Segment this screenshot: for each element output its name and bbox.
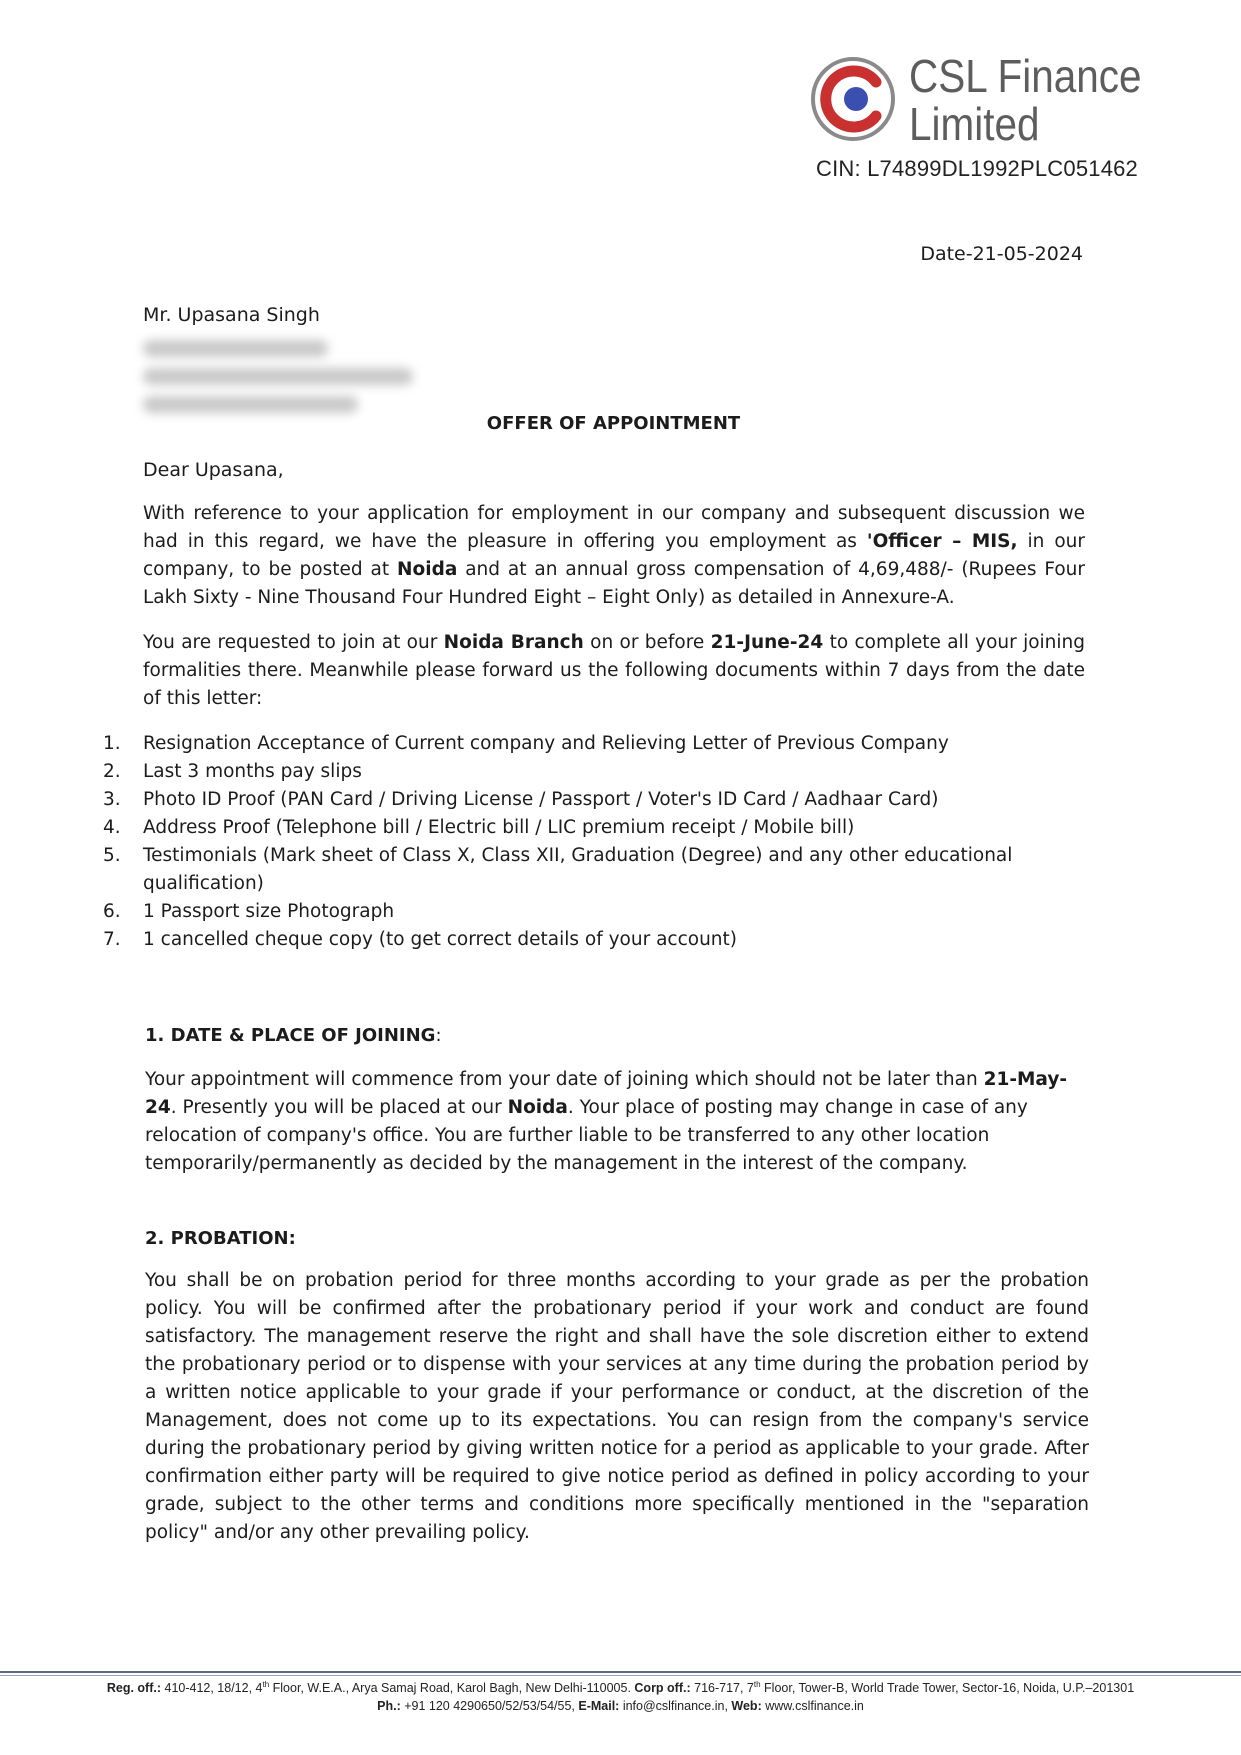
footer-contact-line: Ph.: +91 120 4290650/52/53/54/55, E-Mail: info@cslfinance.in, Web: www.cslfinance.in: [377, 1699, 864, 1713]
list-item: 4. Address Proof (Telephone bill / Electric bill / LIC premium receipt / Mobile bill): [103, 817, 855, 838]
csl-logo-icon: [810, 56, 896, 142]
intro-paragraph-1: With reference to your application for employment in our company and subsequent discussion we had in this regard, we have the pleasure in offering you employment as 'Officer – MIS, in our company, to be posted at Noida and at an annual gross compensation of 4,69,488/- (Rupees Four Lakh Sixty - Nine Thousand Four Hundred Eight – Eight Only) as detailed in Annexure-A.: [143, 503, 1085, 608]
redacted-address-line: [143, 396, 358, 413]
footer-divider: [0, 1671, 1241, 1673]
list-item: 5. Testimonials (Mark sheet of Class X, Class XII, Graduation (Degree) and any other educational qualification): [103, 845, 1013, 894]
company-name-line2: Limited: [909, 98, 1040, 150]
list-item: 2. Last 3 months pay slips: [103, 761, 362, 782]
required-documents-list: [103, 730, 1083, 954]
company-name-line1: CSL Finance: [909, 50, 1142, 102]
email-link[interactable]: info@cslfinance.in,: [619, 1699, 732, 1713]
list-item: 6. 1 Passport size Photograph: [103, 901, 395, 922]
section-heading-probation: 2. PROBATION:: [145, 1228, 296, 1249]
recipient-block: [143, 301, 413, 413]
list-item: 7. 1 cancelled cheque copy (to get correct details of your account): [103, 929, 738, 950]
salutation: Dear Upasana,: [143, 459, 284, 481]
list-item: 3. Photo ID Proof (PAN Card / Driving License / Passport / Voter's ID Card / Aadhaar Card): [103, 789, 939, 810]
company-name: [909, 52, 1142, 148]
footer-address-line: Reg. off.: 410-412, 18/12, 4th Floor, W.E.A., Arya Samaj Road, Karol Bagh, New Delhi-110005. Corp off.: 716-717, 7th Floor, Tower-B, World Trade Tower, Sector-16, Noida, U.P.–201301: [106, 1680, 1135, 1696]
section-heading-joining: 1. DATE & PLACE OF JOINING:: [145, 1025, 442, 1046]
letter-date: Date-21-05-2024: [920, 243, 1083, 265]
probation-paragraph: You shall be on probation period for three months according to your grade as per the probation policy. You will be confirmed after the probationary period if your work and conduct are found satisfactory. The management reserve the right and shall have the sole discretion either to extend the probationary period or to dispense with your services at any time during the probation period by a written notice applicable to your grade if your performance or conduct, at the discretion of the Management, does not come up to its expectations. You can resign from the company's service during the probationary period by giving written notice for a period as applicable to your grade. After confirmation either party will be required to give notice period as defined in policy according to your grade, subject to the other terms and conditions more specifically mentioned in the "separation policy" and/or any other prevailing policy.: [145, 1270, 1089, 1543]
intro-paragraph-2: You are requested to join at our Noida Branch on or before 21-June-24 to complete all your joining formalities there. Meanwhile please forward us the following documents within 7 days from the date of this letter:: [143, 632, 1086, 709]
recipient-name: Mr. Upasana Singh: [143, 304, 320, 326]
redacted-address-line: [143, 340, 328, 357]
joining-paragraph: Your appointment will commence from your date of joining which should not be later than 21-May-24. Presently you will be placed at our Noida. Your place of posting may change in case of any relocation of company's office. You are further liable to be transferred to any other location temporarily/permanently as decided by the management in the interest of the company.: [145, 1069, 1068, 1174]
website-link[interactable]: www.cslfinance.in: [761, 1699, 864, 1713]
footer-divider: [0, 1675, 1241, 1676]
list-item: 1. Resignation Acceptance of Current company and Relieving Letter of Previous Company: [103, 733, 949, 754]
cin-number: CIN: L74899DL1992PLC051462: [816, 156, 1138, 181]
letter-title: OFFER OF APPOINTMENT: [486, 413, 741, 434]
redacted-address-line: [143, 368, 413, 385]
